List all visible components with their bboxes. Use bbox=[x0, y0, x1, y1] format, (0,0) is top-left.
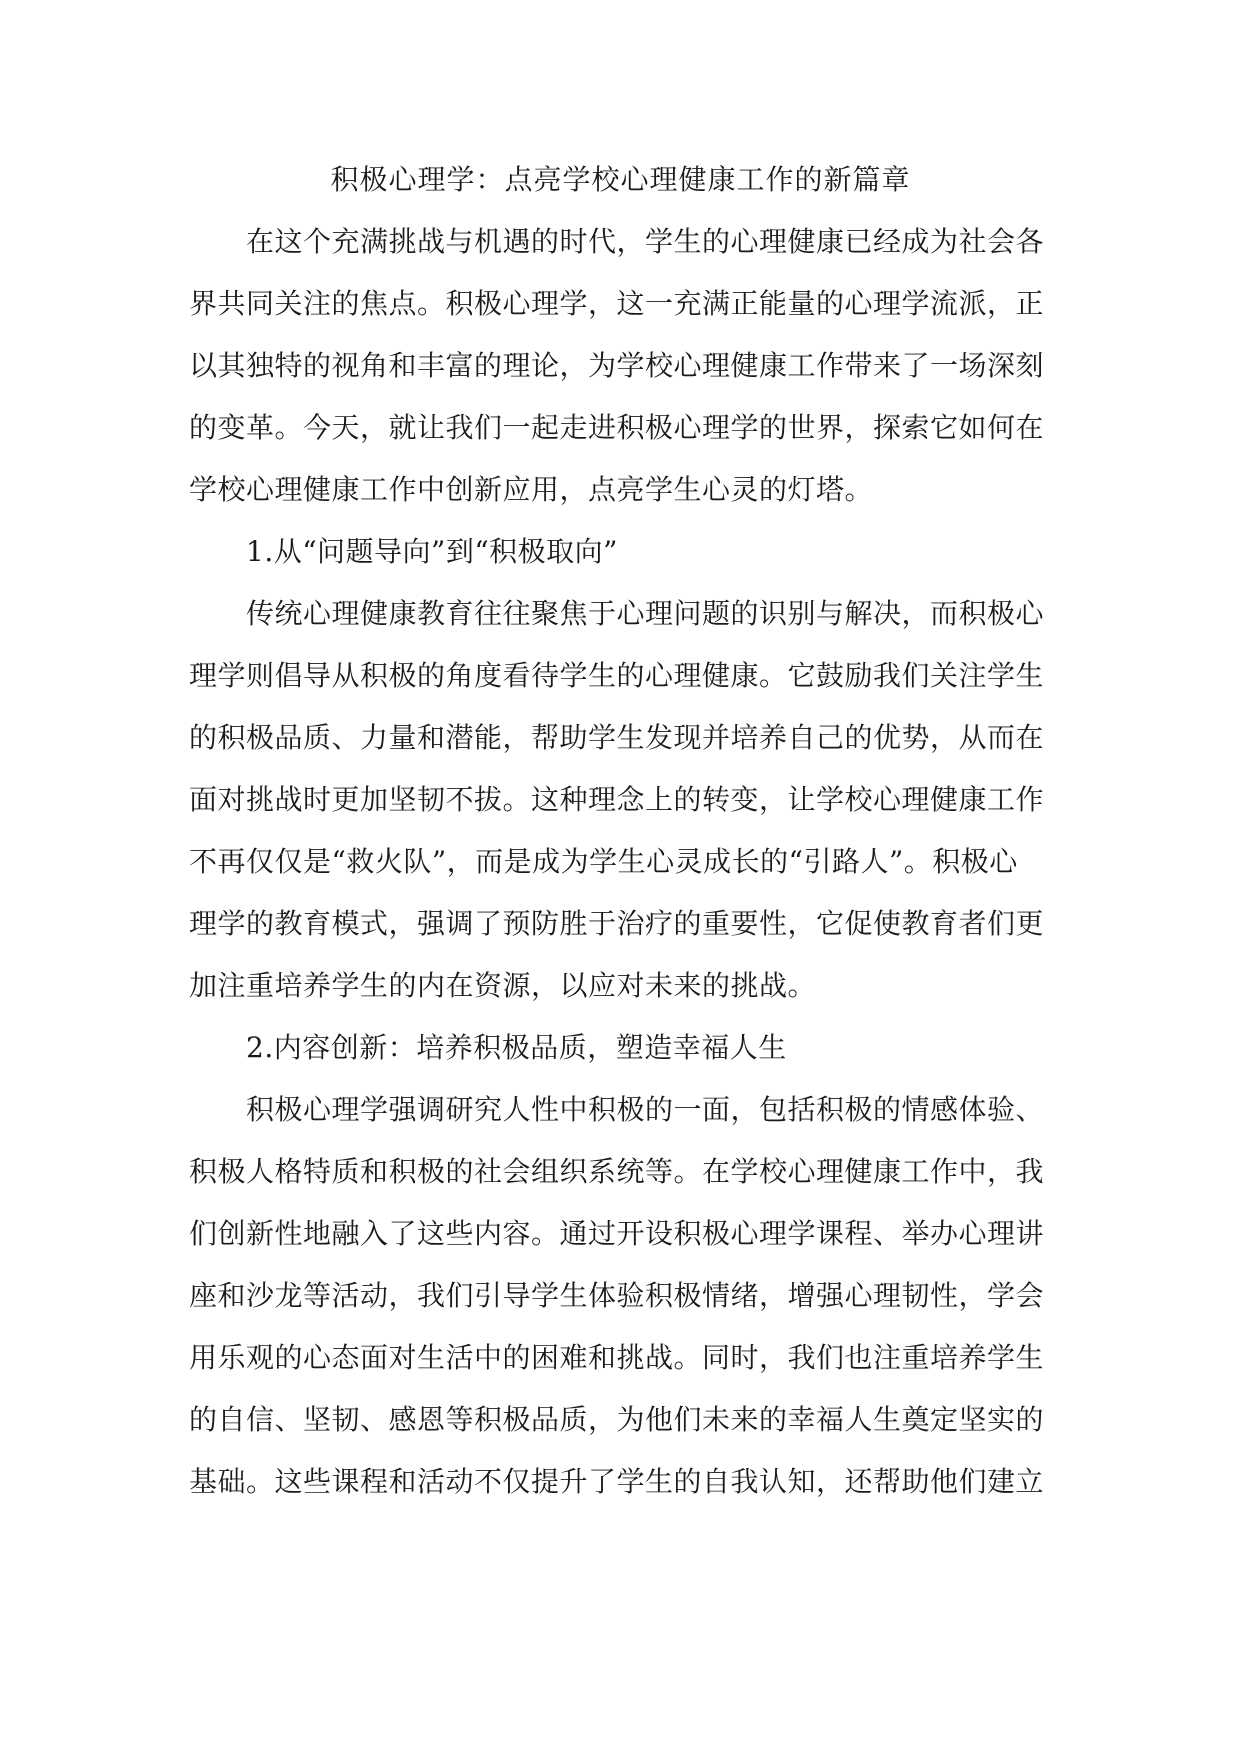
paragraph-line: 积极人格特质和积极的社会组织系统等。在学校心理健康工作中，我 bbox=[189, 1155, 1045, 1188]
paragraph-line: 不再仅仅是“救火队”，而是成为学生心灵成长的“引路人”。积极心 bbox=[189, 845, 1018, 878]
paragraph-line: 的积极品质、力量和潜能，帮助学生发现并培养自己的优势，从而在 bbox=[189, 721, 1045, 754]
paragraph-line: 理学的教育模式，强调了预防胜于治疗的重要性，它促使教育者们更 bbox=[189, 907, 1045, 940]
section-heading: 2.内容创新：培养积极品质，塑造幸福人生 bbox=[246, 1031, 787, 1064]
paragraph-line: 们创新性地融入了这些内容。通过开设积极心理学课程、举办心理讲 bbox=[189, 1217, 1045, 1250]
paragraph-line: 在这个充满挑战与机遇的时代，学生的心理健康已经成为社会各 bbox=[246, 225, 1045, 258]
paragraph-line: 的变革。今天，就让我们一起走进积极心理学的世界，探索它如何在 bbox=[189, 411, 1045, 444]
paragraph-line: 基础。这些课程和活动不仅提升了学生的自我认知，还帮助他们建立 bbox=[189, 1465, 1045, 1498]
paragraph-line: 传统心理健康教育往往聚焦于心理问题的识别与解决，而积极心 bbox=[246, 597, 1045, 630]
document-title: 积极心理学：点亮学校心理健康工作的新篇章 bbox=[330, 163, 911, 196]
paragraph-line: 面对挑战时更加坚韧不拔。这种理念上的转变，让学校心理健康工作 bbox=[189, 783, 1045, 816]
section-heading: 1.从“问题导向”到“积极取向” bbox=[246, 535, 618, 568]
paragraph-line: 的自信、坚韧、感恩等积极品质，为他们未来的幸福人生奠定坚实的 bbox=[189, 1403, 1045, 1436]
paragraph-line: 用乐观的心态面对生活中的困难和挑战。同时，我们也注重培养学生 bbox=[189, 1341, 1045, 1374]
paragraph-line: 学校心理健康工作中创新应用，点亮学生心灵的灯塔。 bbox=[189, 473, 874, 506]
paragraph-line: 积极心理学强调研究人性中积极的一面，包括积极的情感体验、 bbox=[246, 1093, 1045, 1126]
paragraph-line: 理学则倡导从积极的角度看待学生的心理健康。它鼓励我们关注学生 bbox=[189, 659, 1045, 692]
paragraph-line: 以其独特的视角和丰富的理论，为学校心理健康工作带来了一场深刻 bbox=[189, 349, 1045, 382]
paragraph-line: 座和沙龙等活动，我们引导学生体验积极情绪，增强心理韧性，学会 bbox=[189, 1279, 1045, 1312]
paragraph-line: 界共同关注的焦点。积极心理学，这一充满正能量的心理学流派，正 bbox=[189, 287, 1045, 320]
paragraph-line: 加注重培养学生的内在资源，以应对未来的挑战。 bbox=[189, 969, 817, 1002]
